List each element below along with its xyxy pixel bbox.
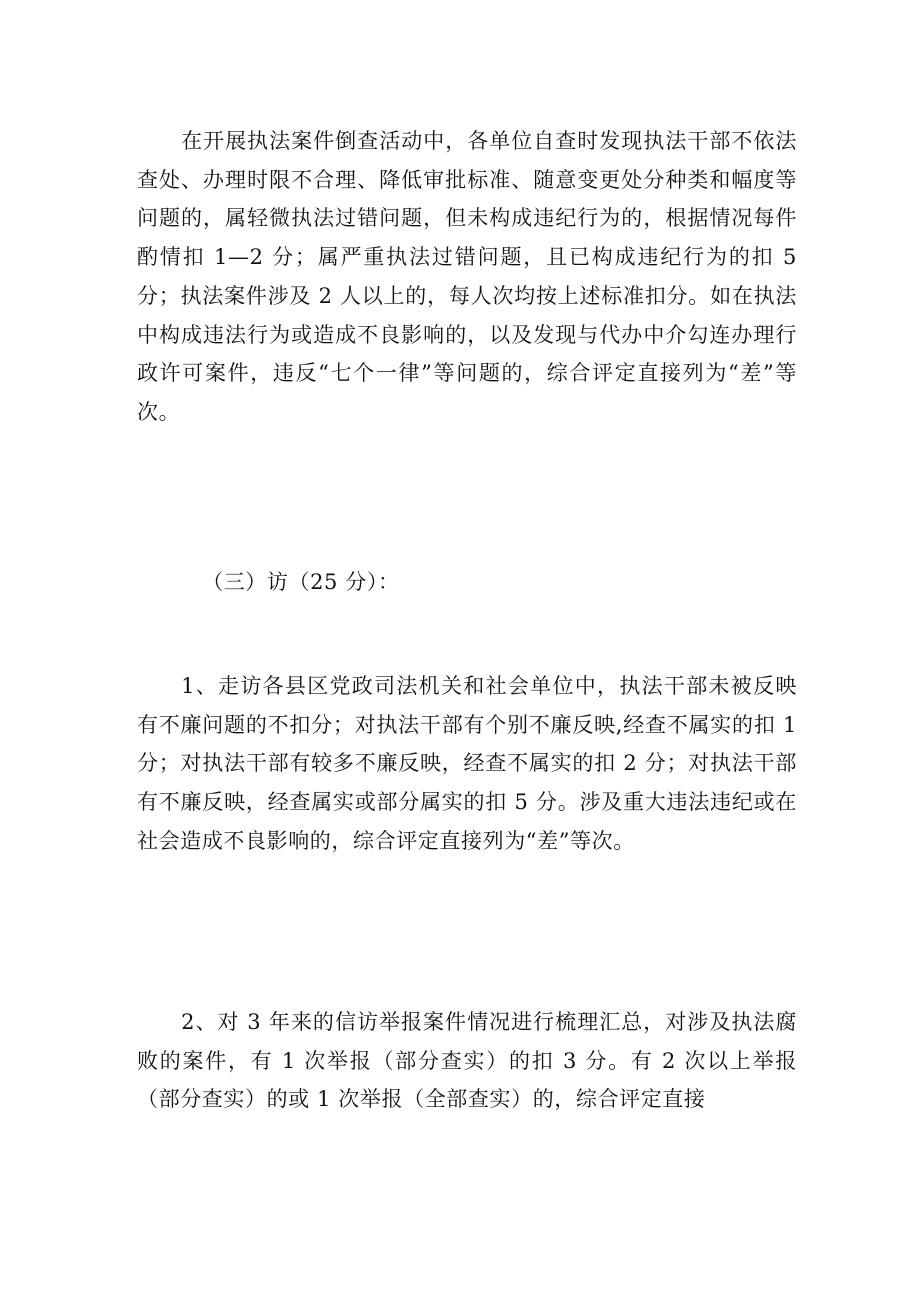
paragraph-case-review: 在开展执法案件倒查活动中，各单位自查时发现执法干部不依法查处、办理时限不合理、降低审批标准、随意变更处分种类和幅度等问题的，属轻微执法过错问题，但未构成违纪行为的，根据情况每件酌情扣 1—2 分；属严重执法过错问题，且已构成违纪行为的扣 5 分；执法案件涉及 2 人以上的，每人次均按上述标准扣分。如在执法中构成违法行为或造成不良影响的，以及发现与代办中介勾连办理行政许可案件，违反“七个一律”等问题的，综合评定直接列为“差”等次。: [137, 129, 797, 424]
paragraph-visit-item-1: 1、走访各县区党政司法机关和社会单位中，执法干部未被反映有不廉问题的不扣分；对执法干部有个别不廉反映,经查不属实的扣 1 分；对执法干部有较多不廉反映，经查不属实的扣 2 分；对执法干部有不廉反映，经查属实或部分属实的扣 5 分。涉及重大违法违纪或在社会造成不良影响的，综合评定直接列为“差”等次。: [137, 674, 797, 853]
section-heading-visit: （三）访（25 分）：: [202, 570, 400, 594]
paragraph-visit-item-2: 2、对 3 年来的信访举报案件情况进行梳理汇总，对涉及执法腐败的案件，有 1 次举报（部分查实）的扣 3 分。有 2 次以上举报（部分查实）的或 1 次举报（全部查实）的，综合评定直接: [137, 1010, 797, 1112]
